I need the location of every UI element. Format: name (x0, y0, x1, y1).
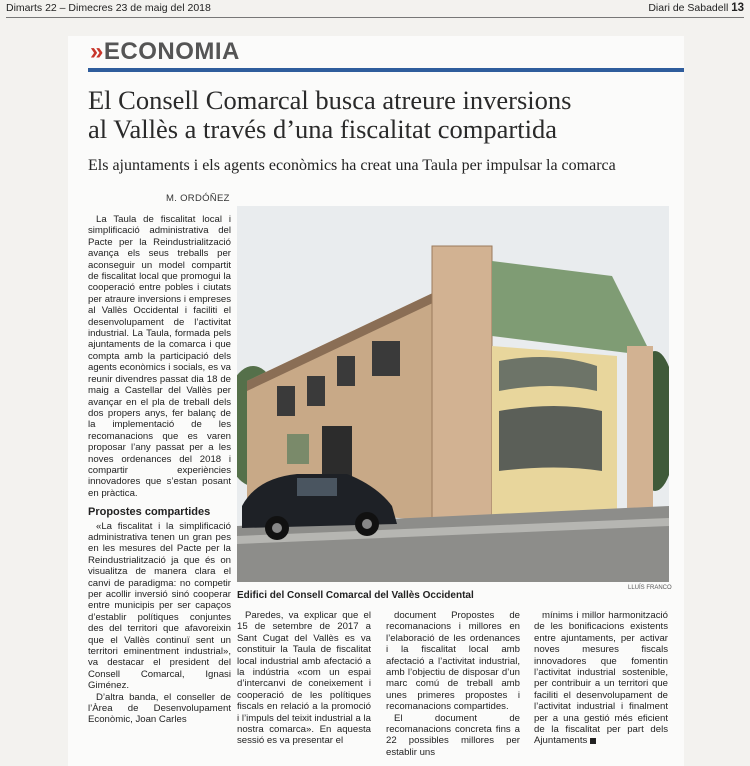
article-column-4 (534, 610, 668, 747)
paragraph: El document de recomanacions concreta fins a 22 possibles millores per establir uns (386, 712, 520, 758)
article-column-2 (237, 610, 371, 747)
end-of-article-icon (590, 738, 596, 744)
paragraph: D’altra banda, el conseller de l’Àrea de Desenvolupament Econòmic, Joan Carles (88, 691, 231, 726)
paper-name: Diari de Sabadell (648, 2, 729, 14)
photo-caption: Edifici del Consell Comarcal del Vallès Occidental (237, 590, 474, 601)
subheading: Propostes compartides (88, 506, 211, 519)
paragraph: «La fiscalitat i la simplificació administrativa tenen un gran pes en les mesures del Pacte per la Reindustrialització ja que és on visualitza de manera clara el canvi de paradigma: no competir per acollir inversió sinó cooperar entre municipis per ser capaços d’establir polítiques conjuntes des del territori que afavoreixin que el Vallès continuï sent un territori eminentment industrial», va destacar el president del Consell Comarcal, Ignasi Giménez. (88, 520, 231, 692)
paragraph-text: mínims i millor harmonització de les bonificacions existents entre ajuntaments, per activar noves mesures fiscals innovadores que fomentin l’activitat industrial sostenible, per contribuir a un territori que faciliti el desenvolupament de l’activitat industrial i finalment per a una gestió més eficient de la fiscalitat per part dels Ajuntaments (534, 610, 668, 747)
page-header (6, 0, 744, 18)
article-photo (237, 206, 669, 582)
article-title (88, 86, 684, 144)
paragraph: Paredes, va explicar que el 15 de setembre de 2017 a Sant Cugat del Vallès es va constituir la Taula de fiscalitat local industrial amb afectació a la indústria «com un espai d’intercanvi de coneixement i cooperació de les polítiques fiscals en relació a la promoció i l’impuls del teixit industrial a la nostra comarca». En aquesta sessió es va presentar el (237, 610, 371, 747)
article-title-line-2: al Vallès a través d’una fiscalitat compartida (88, 114, 557, 144)
building-photo-illustration (237, 206, 669, 582)
article-column-3 (386, 610, 520, 758)
page-number: 13 (731, 2, 744, 14)
paragraph: document Propostes de recomanacions i millores en l’elaboració de les ordenances i la fiscalitat local amb afectació a l’activitat industrial, amb l’objectiu de disposar d’un marc comú de treball amb unes primeres propostes i recomanacions compartides. (386, 610, 520, 713)
photo-credit: LLUÍS FRANCO (628, 585, 672, 591)
article-author: M. ORDÓÑEZ (166, 193, 230, 204)
section-title (90, 38, 240, 66)
issue-date: Dimarts 22 – Dimecres 23 de maig del 2018 (6, 2, 211, 14)
article-title-line-1: El Consell Comarcal busca atreure inversions (88, 85, 572, 115)
section-chevron-icon: » (90, 38, 104, 65)
article-subtitle: Els ajuntaments i els agents econòmics ha creat una Taula per impulsar la comarca (88, 157, 616, 174)
paragraph: La Taula de fiscalitat local i simplificació administrativa del Pacte per la Reindustrialització avança els seus treballs per aconseguir un model compartit de fiscalitat local que promogui la cooperació entre pobles i ciutats per atraure inversions i empreses al Vallès Occidental i faciliti el desenvolupament de l’activitat industrial. La Taula, formada pels ajuntaments de la comarca i que compta amb la participació dels agents econòmics i socials, es va reunir divendres passat dia 18 de maig a Castellar del Vallès per avançar en el pla de treball dels dos propers anys, fer balanç de la implementació de les recomanacions que es varen proposar l’any passat per a les noves ordenances del 2018 i compartir experiències innovadores que s’estan posant en pràctica. (88, 214, 231, 499)
article-column-1 (88, 214, 231, 726)
section-rule (88, 68, 684, 72)
paragraph (534, 610, 668, 747)
paper-name-and-page (648, 0, 744, 16)
section-name: ECONOMIA (103, 38, 240, 65)
